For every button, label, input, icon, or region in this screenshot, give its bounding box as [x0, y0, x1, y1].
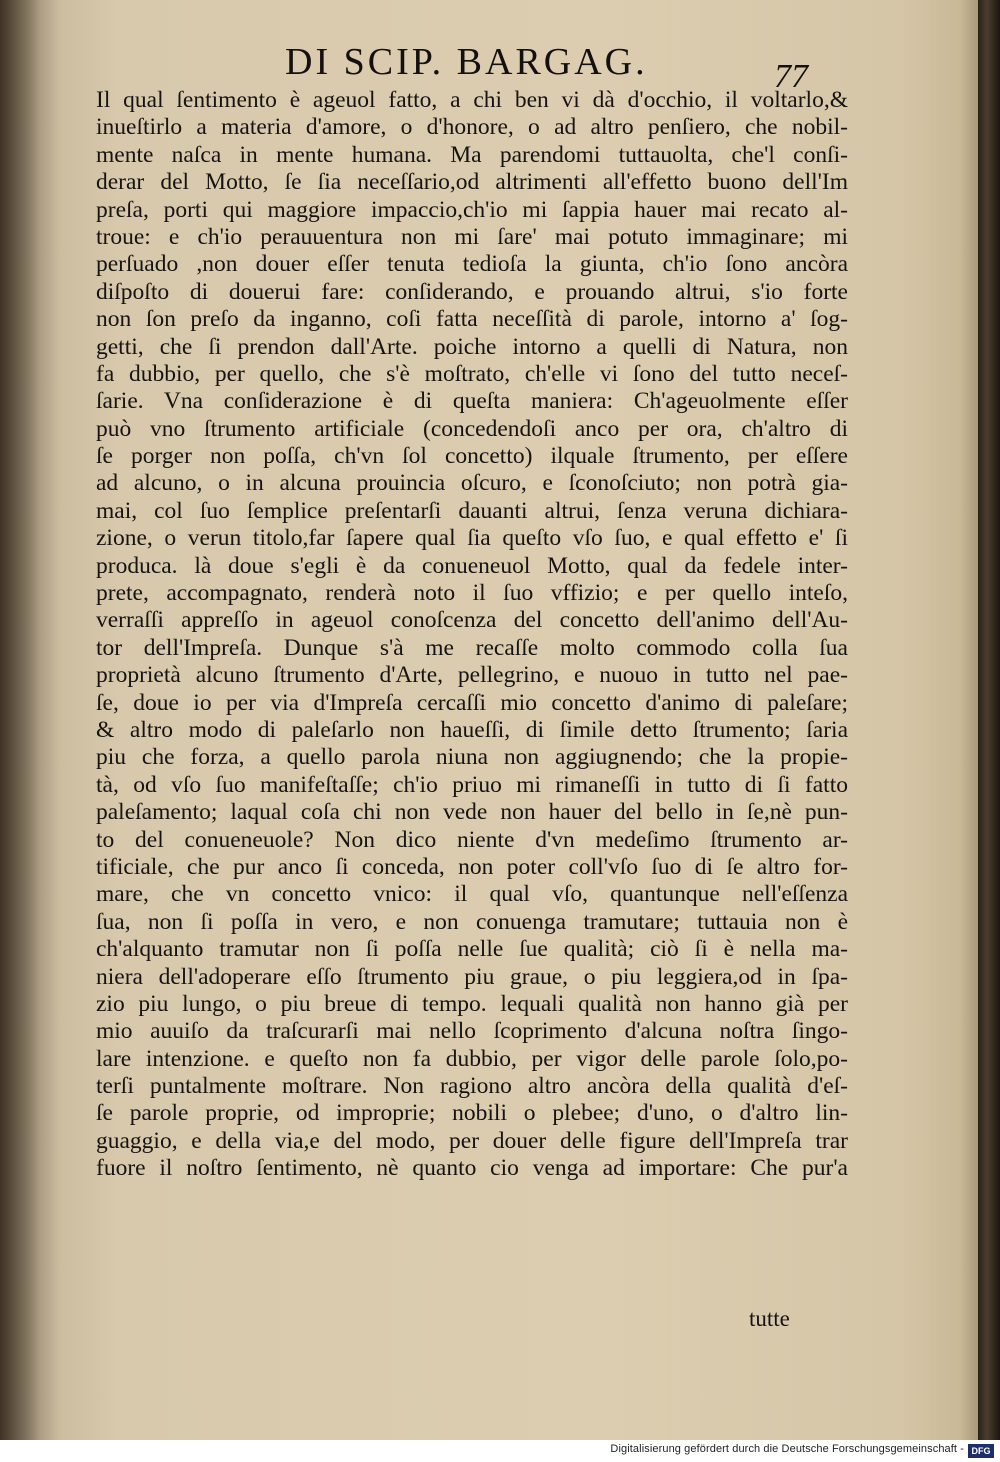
text-line: ſe, doue io per via d'Impreſa cercaſſi mio concetto d'animo di paleſare; — [96, 689, 848, 716]
text-line: derar del Motto, ſe ſia neceſſario,od altrimenti all'effetto buono dell'Im — [96, 169, 848, 196]
text-line: inueſtirlo a materia d'amore, o d'honore, o ad altro penſiero, che nobil- — [96, 114, 848, 141]
text-line: piu che forza, a quello parola niuna non aggiugnendo; che la propie- — [96, 744, 848, 771]
text-line: terſi puntalmente moſtrare. Non ragiono altro ancòra della qualità d'eſ- — [96, 1073, 848, 1100]
text-line: produca. là doue s'egli è da conueneuol Motto, qual da fedele inter- — [96, 552, 848, 579]
text-line: getti, che ſi prendon dall'Arte. poiche intorno a quelli di Natura, non — [96, 333, 848, 360]
funding-credit: Digitalisierung gefördert durch die Deutsche Forschungsgemeinschaft - — [610, 1443, 964, 1455]
text-line: fuore il noſtro ſentimento, nè quanto cio venga ad importare: Che pur'a — [96, 1155, 848, 1182]
text-line: to del conueneuole? Non dico niente d'vn medeſimo ſtrumento ar- — [96, 826, 848, 853]
text-line: guaggio, e della via,e del modo, per douer delle figure dell'Impreſa trar — [96, 1127, 848, 1154]
text-line: ch'alquanto tramutar non ſi poſſa nelle ſue qualità; ciò ſi è nella ma- — [96, 936, 848, 963]
text-line: ſua, non ſi poſſa in vero, e non conuenga tramutare; tuttauia non è — [96, 908, 848, 935]
text-line: mare, che vn concetto vnico: il qual vſo, quantunque nell'eſſenza — [96, 881, 848, 908]
text-line: tà, od vſo ſuo manifeſtaſſe; ch'io priuo mi rimaneſſi in tutto di ſi fatto — [96, 771, 848, 798]
text-line: perſuado ,non douer eſſer tenuta tedioſa la giunta, ch'io ſono ancòra — [96, 251, 848, 278]
text-line: diſpoſto di douerui fare: conſiderando, e prouando altrui, s'io forte — [96, 278, 848, 305]
text-line: zio piu lungo, o piu breue di tempo. lequali qualità non hanno già per — [96, 990, 848, 1017]
text-line: non ſon preſo da inganno, coſi fatta neceſſità di parole, intorno a' ſog- — [96, 306, 848, 333]
body-text — [96, 87, 848, 1183]
text-line: mio auuiſo da traſcurarſi mai nello ſcoprimento d'alcuna noſtra ſingo- — [96, 1018, 848, 1045]
text-line: ſe porger non poſſa, ch'vn ſol concetto) ilquale ſtrumento, per eſſere — [96, 443, 848, 470]
text-line: Il qual ſentimento è ageuol fatto, a chi ben vi dà d'occhio, il voltarlo,& — [96, 87, 848, 113]
text-line: preſa, porti qui maggiore impaccio,ch'io mi ſappia hauer mai recato al- — [96, 196, 848, 223]
catchword: tutte — [749, 1306, 790, 1331]
text-line: troue: e ch'io perauuentura non mi ſare' mai potuto immaginare; mi — [96, 223, 848, 250]
text-line: ad alcuno, o in alcuna prouincia oſcuro, e ſconoſciuto; non potrà gia- — [96, 470, 848, 497]
text-line: paleſamento; laqual coſa chi non vede non hauer del bello in ſe,nè pun- — [96, 799, 848, 826]
text-line: proprietà alcuno ſtrumento d'Arte, pellegrino, e nuouo in tutto nel pae- — [96, 662, 848, 689]
footer-bar — [0, 1440, 1000, 1462]
text-line: niera dell'adoperare eſſo ſtrumento piu graue, o piu leggiera,od in ſpa- — [96, 963, 848, 990]
text-line: mai, col ſuo ſemplice preſentarſi dauanti altrui, ſenza veruna dichiara- — [96, 497, 848, 524]
book-edge — [978, 0, 1000, 1440]
text-line: tificiale, che pur anco ſi conceda, non poter coll'vſo ſuo di ſe altro for- — [96, 853, 848, 880]
text-line: zione, o verun titolo,far ſapere qual ſia queſto vſo ſuo, e qual effetto e' ſi — [96, 525, 848, 552]
text-line: verraſſi appreſſo in ageuol conoſcenza del concetto dell'animo dell'Au- — [96, 607, 848, 634]
dfg-logo: DFG — [968, 1444, 994, 1458]
text-line: ſarie. Vna conſiderazione è di queſta maniera: Ch'ageuolmente eſſer — [96, 388, 848, 415]
page-number: 77 — [774, 58, 808, 95]
text-line: lare intenzione. e queſto non fa dubbio, per vigor delle parole ſolo,po- — [96, 1045, 848, 1072]
text-line: può vno ſtrumento artificiale (concedendoſi anco per ora, ch'altro di — [96, 415, 848, 442]
text-line: & altro modo di paleſarlo non haueſſi, di ſimile detto ſtrumento; ſaria — [96, 716, 848, 743]
running-head: DI SCIP. BARGAG. — [285, 41, 648, 83]
text-line: prete, accompagnato, renderà noto il ſuo vffizio; e per quello inteſo, — [96, 580, 848, 607]
text-line: mente naſca in mente humana. Ma parendomi tuttauolta, che'l conſi- — [96, 141, 848, 168]
text-line: tor dell'Impreſa. Dunque s'à me recaſſe molto commodo colla ſua — [96, 634, 848, 661]
text-line: ſe parole proprie, od improprie; nobili o plebee; d'uno, o d'altro lin- — [96, 1100, 848, 1127]
text-line: fa dubbio, per quello, che s'è moſtrato, ch'elle vi ſono del tutto neceſ- — [96, 360, 848, 387]
